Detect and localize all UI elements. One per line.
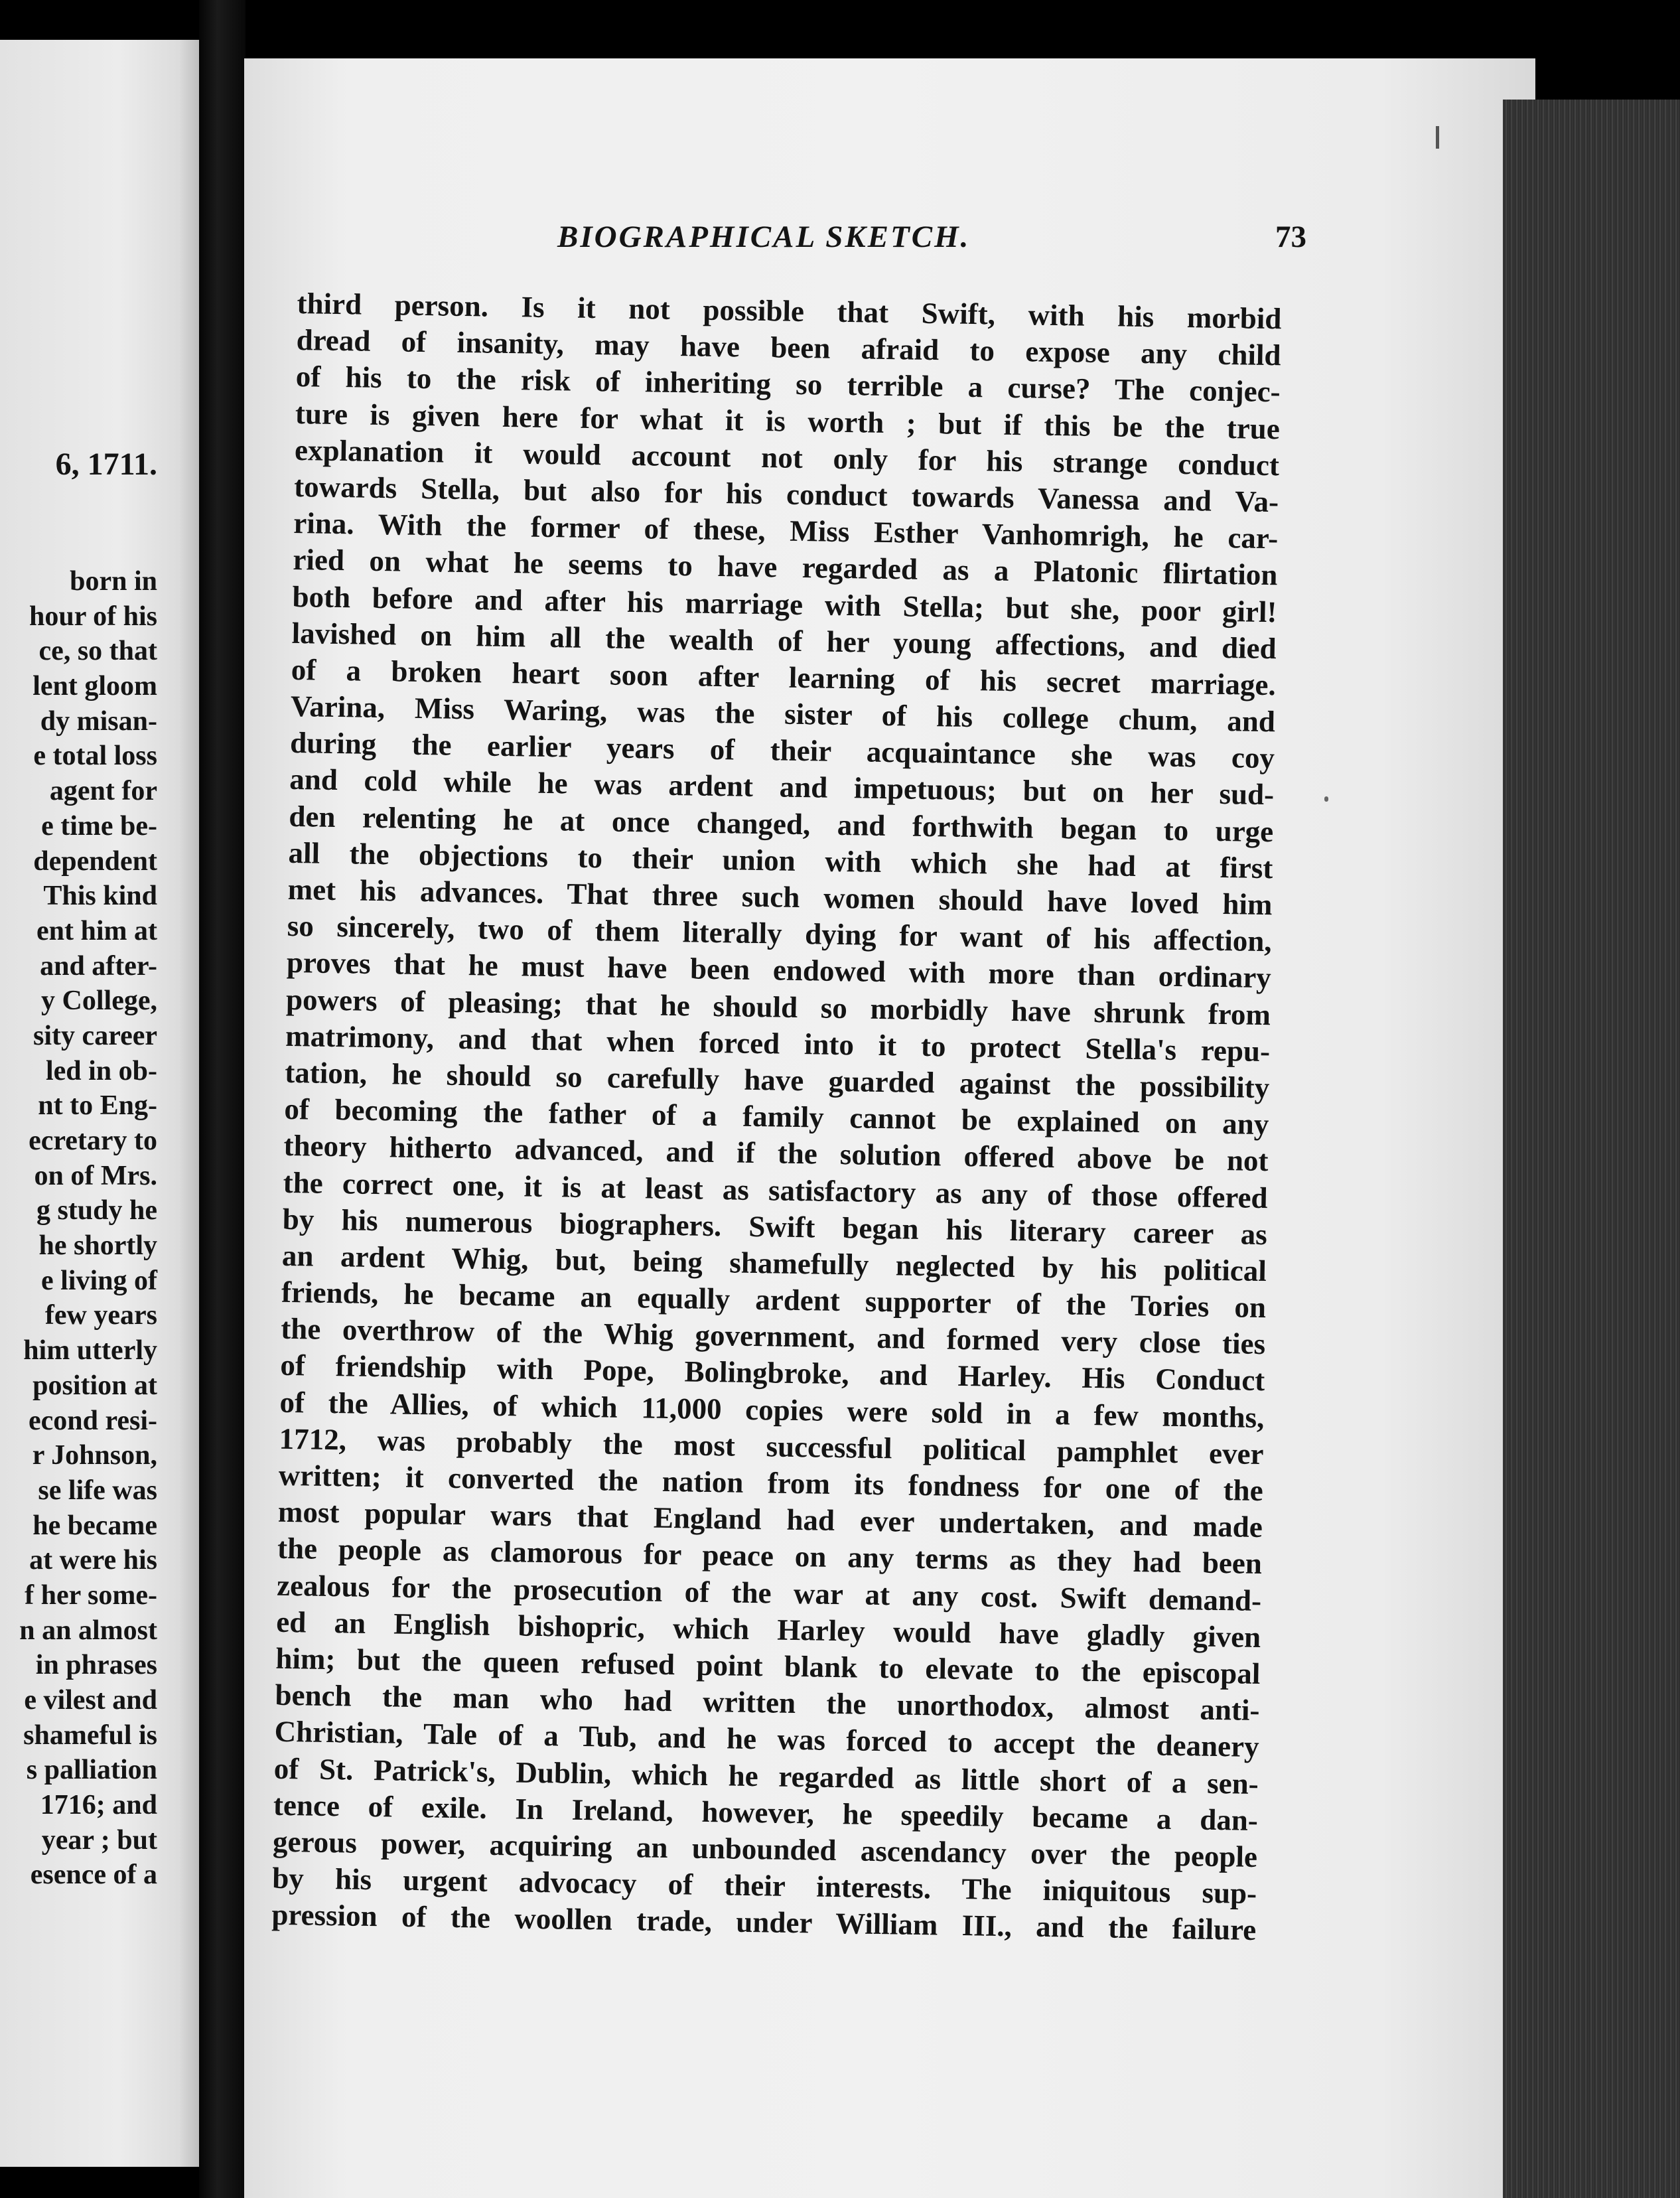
scan-speck xyxy=(1324,796,1328,802)
text-line: written; it converted the nation from its fondness for one of the xyxy=(278,1458,1264,1508)
text-line: of his to the risk of inheriting so terrible a curse? The conjec- xyxy=(295,360,1281,409)
text-line: of the Allies, of which 11,000 copies were sold in a few months, xyxy=(279,1385,1265,1434)
left-text-line: s palliation xyxy=(26,1755,157,1786)
text-line: den relenting he at once changed, and forthwith began to urge xyxy=(289,799,1274,848)
left-text-line: ce, so that xyxy=(38,636,157,667)
left-text-line: e living of xyxy=(41,1265,157,1296)
left-text-line: dy misan- xyxy=(40,705,157,737)
left-text-line: ent him at xyxy=(36,915,157,946)
text-line: of St. Patrick's, Dublin, which he regarded as little short of a sen- xyxy=(273,1751,1259,1800)
text-line: ried on what he seems to have regarded as a Platonic flirtation xyxy=(293,543,1278,592)
text-line: by his numerous biographers. Swift began his literary career as xyxy=(282,1202,1268,1251)
left-page-text xyxy=(0,564,157,1893)
left-text-line: ecretary to xyxy=(29,1126,157,1156)
scan-speck xyxy=(1436,126,1439,149)
text-line: zealous for the prosecution of the war at any cost. Swift demand- xyxy=(276,1568,1262,1617)
left-text-line: few years xyxy=(44,1300,157,1331)
text-line: an ardent Whig, but, being shamefully neglected by his political xyxy=(281,1238,1267,1288)
text-line: him; but the queen refused point blank to elevate to the episcopal xyxy=(275,1641,1261,1690)
left-text-line: y College, xyxy=(41,986,157,1017)
text-line: matrimony, and that when forced into it to protect Stella's repu- xyxy=(285,1019,1271,1068)
text-line: ture is given here for what it is worth ; but if this be the true xyxy=(295,396,1281,445)
page-number: 73 xyxy=(1275,220,1306,254)
text-line: tation, he should so carefully have guarded against the possibility xyxy=(284,1055,1270,1105)
text-line: of a broken heart soon after learning of his secret marriage. xyxy=(291,652,1277,702)
left-text-line: in phrases xyxy=(35,1650,157,1681)
left-text-line: 1716; and xyxy=(40,1790,157,1821)
left-text-line: hour of his xyxy=(29,601,157,632)
left-text-line: esence of a xyxy=(30,1860,157,1891)
left-text-line: nt to Eng- xyxy=(38,1090,157,1122)
page-edges xyxy=(1503,100,1680,2198)
text-line: proves that he must have been endowed with more than ordinary xyxy=(286,946,1272,995)
text-line: of friendship with Pope, Bolingbroke, and Harley. His Conduct xyxy=(280,1349,1265,1398)
left-text-line: se life was xyxy=(38,1475,157,1506)
text-line: during the earlier years of their acquaintance she was coy xyxy=(289,726,1275,775)
left-page-fragment xyxy=(0,40,199,2167)
left-text-line: g study he xyxy=(36,1195,157,1226)
text-line: by his urgent advocacy of their interests. The iniquitous sup- xyxy=(271,1861,1257,1911)
text-line: the overthrow of the Whig government, and formed very close ties xyxy=(280,1312,1266,1361)
left-text-line: on of Mrs. xyxy=(34,1160,157,1191)
left-text-line: him utterly xyxy=(23,1335,157,1366)
text-line: pression of the woollen trade, under William III., and the failure xyxy=(271,1897,1257,1947)
text-line: Christian, Tale of a Tub, and he was forced to accept the deanery xyxy=(274,1715,1259,1764)
text-line: the people as clamorous for peace on any terms as they had been xyxy=(277,1532,1263,1581)
left-text-line: dependent xyxy=(33,845,157,877)
text-line: of becoming the father of a family cannot be explained on any xyxy=(284,1092,1269,1141)
left-text-line: he became xyxy=(33,1510,157,1541)
left-text-line: lent gloom xyxy=(33,671,157,702)
left-text-line: position at xyxy=(33,1370,157,1401)
left-text-line: f her some- xyxy=(25,1579,157,1611)
text-line: most popular wars that England had ever undertaken, and made xyxy=(277,1495,1263,1544)
text-line: all the objections to their union with which she had at first xyxy=(288,836,1273,885)
left-text-line: at were his xyxy=(29,1545,157,1576)
text-line: powers of pleasing; that he should so morbidly have shrunk from xyxy=(285,982,1271,1031)
body-text xyxy=(271,285,1282,1948)
text-line: gerous power, acquiring an unbounded ascendancy over the people xyxy=(272,1824,1258,1873)
text-line: and cold while he was ardent and impetuous; but on her sud- xyxy=(289,763,1275,812)
left-text-line: he shortly xyxy=(38,1230,157,1262)
text-line: tence of exile. In Ireland, however, he speedily became a dan- xyxy=(273,1788,1259,1837)
text-line: lavished on him all the wealth of her young affections, and died xyxy=(291,616,1277,665)
left-text-line: r Johnson, xyxy=(32,1440,157,1471)
text-line: met his advances. That three such women should have loved him xyxy=(287,872,1273,922)
text-line: friends, he became an equally ardent supporter of the Tories on xyxy=(281,1275,1267,1325)
text-line: both before and after his marriage with Stella; but she, poor girl! xyxy=(292,579,1277,628)
text-line: dread of insanity, may have been afraid to expose any child xyxy=(296,323,1281,372)
left-text-line: This kind xyxy=(43,881,157,912)
text-line: towards Stella, but also for his conduct towards Vanessa and Va- xyxy=(293,469,1279,519)
left-text-line: n an almost xyxy=(19,1615,157,1646)
left-text-line: econd resi- xyxy=(28,1405,157,1436)
text-line: the correct one, it is at least as satisfactory as any of those offered xyxy=(283,1165,1268,1214)
left-text-line: shameful is xyxy=(23,1720,157,1751)
left-text-line: sity career xyxy=(33,1020,157,1051)
left-text-line: led in ob- xyxy=(45,1055,157,1086)
left-page-date-heading: 6, 1711. xyxy=(55,447,157,482)
text-line: Varina, Miss Waring, was the sister of his college chum, and xyxy=(290,689,1276,739)
text-line: bench the man who had written the unorthodox, almost anti- xyxy=(275,1678,1260,1727)
text-line: ed an English bishopric, which Harley would have gladly given xyxy=(275,1605,1261,1654)
text-line: 1712, was probably the most successful political pamphlet ever xyxy=(279,1422,1264,1471)
text-line: explanation it would account not only for his strange conduct xyxy=(294,433,1280,482)
book-gutter xyxy=(199,0,245,2198)
left-text-line: e total loss xyxy=(33,741,157,772)
left-text-line: year ; but xyxy=(41,1824,157,1856)
running-head: BIOGRAPHICAL SKETCH. xyxy=(557,220,971,254)
text-line: third person. Is it not possible that Swift, with his morbid xyxy=(297,286,1282,336)
left-text-line: e time be- xyxy=(41,810,157,842)
left-text-line: agent for xyxy=(49,776,157,807)
left-text-line: and after- xyxy=(40,950,157,982)
text-line: so sincerely, two of them literally dying for want of his affection, xyxy=(287,909,1273,958)
left-text-line: e vilest and xyxy=(24,1685,157,1716)
text-line: theory hitherto advanced, and if the solution offered above be not xyxy=(283,1129,1269,1178)
text-line: rina. With the former of these, Miss Esther Vanhomrigh, he car- xyxy=(293,506,1279,555)
left-text-line: born in xyxy=(70,566,157,597)
